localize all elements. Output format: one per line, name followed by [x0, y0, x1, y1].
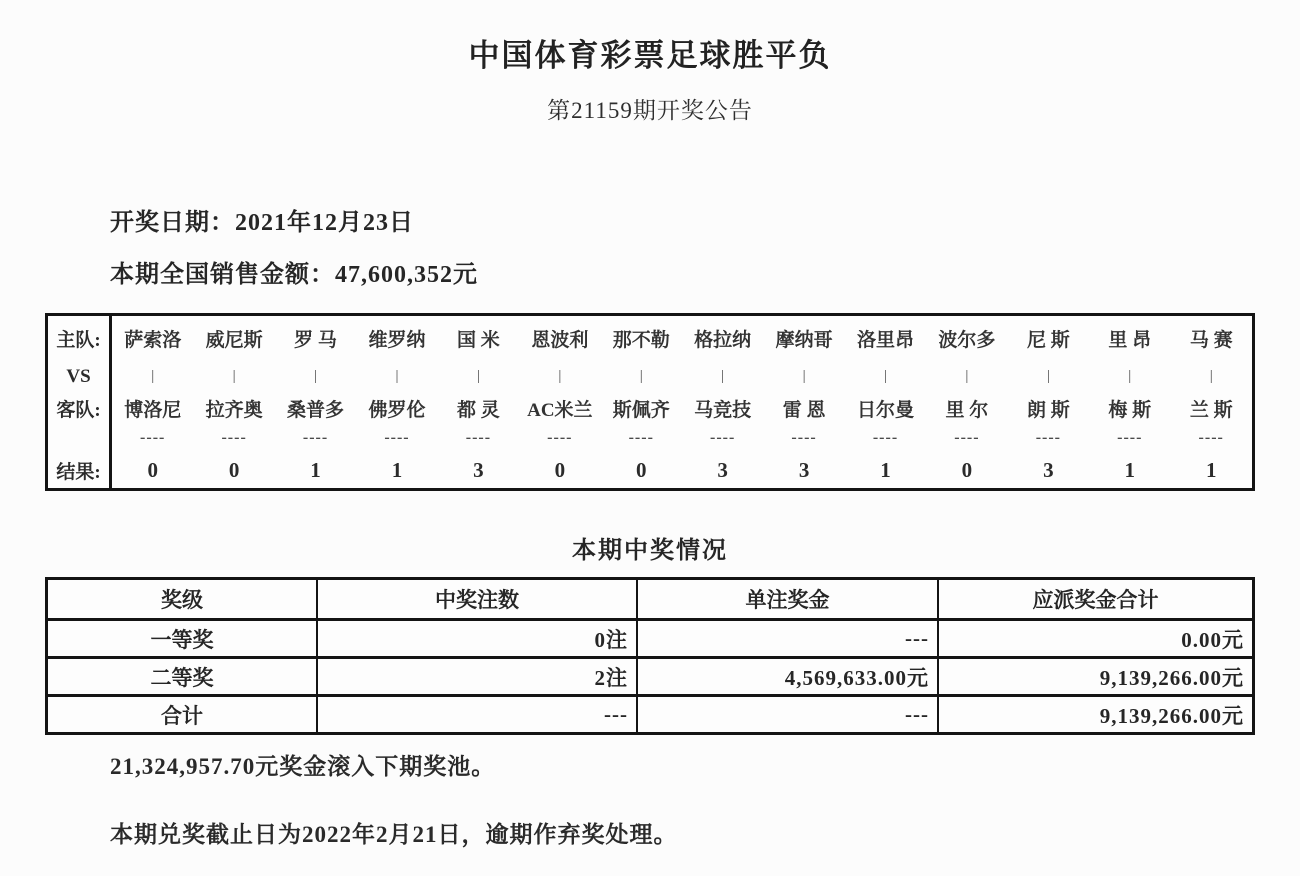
match-column-3	[275, 316, 356, 488]
match-column-12	[1008, 316, 1089, 488]
dash-separator: ----	[954, 429, 980, 446]
home-team: 波尔多	[938, 330, 996, 351]
sales-amount-line	[110, 254, 478, 289]
winning-bets: 0注	[316, 621, 636, 656]
home-team: 恩波利	[531, 330, 589, 351]
home-team: 马 赛	[1189, 330, 1233, 351]
vs-bar: |	[1046, 368, 1050, 384]
match-column-13	[1089, 316, 1170, 488]
prize-row-total	[48, 694, 1252, 732]
match-column-7	[601, 316, 682, 488]
home-team: 罗 马	[294, 330, 337, 351]
away-team: 拉齐奥	[205, 399, 263, 421]
dash-separator: ----	[1035, 429, 1061, 446]
prize-table	[45, 577, 1255, 735]
home-team: 国 米	[457, 330, 500, 351]
dash-separator: ----	[1198, 429, 1224, 446]
prize-row-second	[48, 656, 1252, 694]
match-result: 3	[717, 457, 728, 482]
redeem-deadline-note: 本期兑奖截止日为2022年2月21日，逾期作弃奖处理。	[110, 822, 678, 847]
home-team: 萨索洛	[124, 330, 182, 351]
rollover-note: 21,324,957.70元奖金滚入下期奖池。	[110, 754, 496, 779]
prize-row-first	[48, 618, 1252, 656]
away-team: 马竞技	[694, 399, 752, 421]
match-result: 1	[1205, 457, 1217, 482]
match-result: 1	[880, 457, 891, 482]
header-winning-bets: 中奖注数	[316, 580, 636, 618]
match-result: 3	[798, 457, 810, 482]
away-team: 斯佩齐	[612, 399, 670, 421]
vs-bar: |	[558, 368, 562, 384]
total-prize: 9,139,266.00元	[937, 659, 1252, 694]
issue-subtitle: 第21159期开奖公告	[547, 98, 753, 123]
match-result: 1	[1124, 457, 1136, 482]
match-column-9	[763, 316, 844, 488]
draw-date-value: 2021年12月23日	[235, 210, 414, 236]
vs-bar: |	[1128, 368, 1132, 384]
vs-bar: |	[1209, 368, 1213, 384]
prize-level: 二等奖	[150, 665, 214, 690]
result-row-label: 结果:	[56, 461, 101, 483]
vs-bar: |	[721, 368, 725, 384]
single-prize: ---	[636, 621, 937, 656]
header-total-prize: 应派奖金合计	[937, 580, 1252, 618]
match-result: 0	[961, 457, 973, 482]
match-result: 3	[1043, 457, 1054, 482]
match-result: 1	[310, 457, 321, 482]
home-team: 威尼斯	[205, 330, 263, 351]
dash-separator: ----	[140, 429, 166, 446]
dash-separator: ----	[384, 429, 410, 446]
match-column-1	[112, 316, 193, 488]
vs-bar: |	[884, 368, 888, 384]
vs-bar: |	[639, 368, 643, 384]
match-result: 0	[554, 457, 566, 482]
away-team: 朗 斯	[1026, 399, 1070, 421]
header-single-prize: 单注奖金	[636, 580, 937, 618]
home-team: 尼 斯	[1026, 330, 1070, 351]
away-team: 桑普多	[287, 399, 345, 421]
vs-bar: |	[232, 368, 236, 384]
home-row-label: 主队:	[56, 330, 101, 351]
vs-bar: |	[802, 368, 806, 384]
away-team: 博洛尼	[124, 399, 182, 421]
away-team: 日尔曼	[857, 399, 915, 421]
total-prize: 9,139,266.00元	[937, 697, 1252, 732]
dash-separator: ----	[710, 429, 736, 446]
vs-bar: |	[314, 368, 318, 384]
home-team: 维罗纳	[368, 330, 426, 351]
dash-separator: ----	[302, 429, 329, 446]
match-column-10	[845, 316, 926, 488]
away-team: 雷 恩	[782, 399, 826, 421]
winning-bets: ---	[316, 697, 636, 732]
header-prize-level: 奖级	[161, 588, 203, 612]
total-prize: 0.00元	[937, 621, 1252, 656]
sales-value: 47,600,352元	[335, 262, 478, 288]
home-team: 洛里昂	[857, 330, 915, 351]
away-team: AC米兰	[527, 399, 593, 421]
home-team: 那不勒	[612, 330, 670, 351]
home-team: 格拉纳	[694, 330, 752, 351]
single-prize: 4,569,633.00元	[636, 659, 937, 694]
match-result: 3	[473, 457, 484, 482]
match-column-14	[1170, 316, 1251, 488]
dash-separator: ----	[628, 429, 654, 446]
away-team: 兰 斯	[1189, 399, 1233, 421]
match-results-table	[45, 313, 1255, 491]
away-team: 都 灵	[457, 399, 500, 421]
vs-bar: |	[965, 368, 969, 384]
single-prize: ---	[636, 697, 937, 732]
match-column-5	[438, 316, 519, 488]
away-team: 梅 斯	[1108, 399, 1152, 421]
match-result: 1	[391, 457, 403, 482]
match-column-4	[356, 316, 437, 488]
vs-bar: |	[395, 368, 399, 384]
dash-separator: ----	[547, 429, 573, 446]
match-column-8	[682, 316, 763, 488]
row-label-column	[48, 316, 112, 488]
match-column-2	[193, 316, 274, 488]
vs-row-label: VS	[66, 365, 91, 387]
dash-separator: ----	[465, 429, 492, 446]
vs-bar: |	[476, 368, 480, 384]
match-result: 0	[635, 457, 647, 482]
match-result: 0	[228, 457, 240, 482]
home-team: 摩纳哥	[775, 330, 833, 351]
home-team: 里 昂	[1108, 330, 1152, 351]
match-column-11	[926, 316, 1007, 488]
prize-level: 合计	[161, 703, 203, 728]
draw-date-line	[110, 202, 414, 237]
dash-separator: ----	[872, 429, 899, 446]
vs-bar: |	[151, 368, 155, 384]
match-column-6	[519, 316, 600, 488]
draw-date-label: 开奖日期：	[110, 210, 235, 236]
sales-label: 本期全国销售金额：	[110, 262, 335, 288]
dash-separator: ----	[221, 429, 247, 446]
away-team: 佛罗伦	[368, 399, 426, 421]
winning-bets: 2注	[316, 659, 636, 694]
away-row-label: 客队:	[56, 399, 101, 421]
match-result: 0	[147, 457, 158, 482]
prize-level: 一等奖	[150, 627, 214, 652]
winners-section-heading: 本期中奖情况	[572, 538, 728, 564]
dash-row-spacer	[48, 424, 109, 452]
page-title: 中国体育彩票足球胜平负	[468, 38, 832, 73]
dash-separator: ----	[791, 429, 817, 446]
dash-separator: ----	[1117, 429, 1143, 446]
away-team: 里 尔	[945, 399, 989, 421]
prize-table-header-row	[48, 580, 1252, 618]
